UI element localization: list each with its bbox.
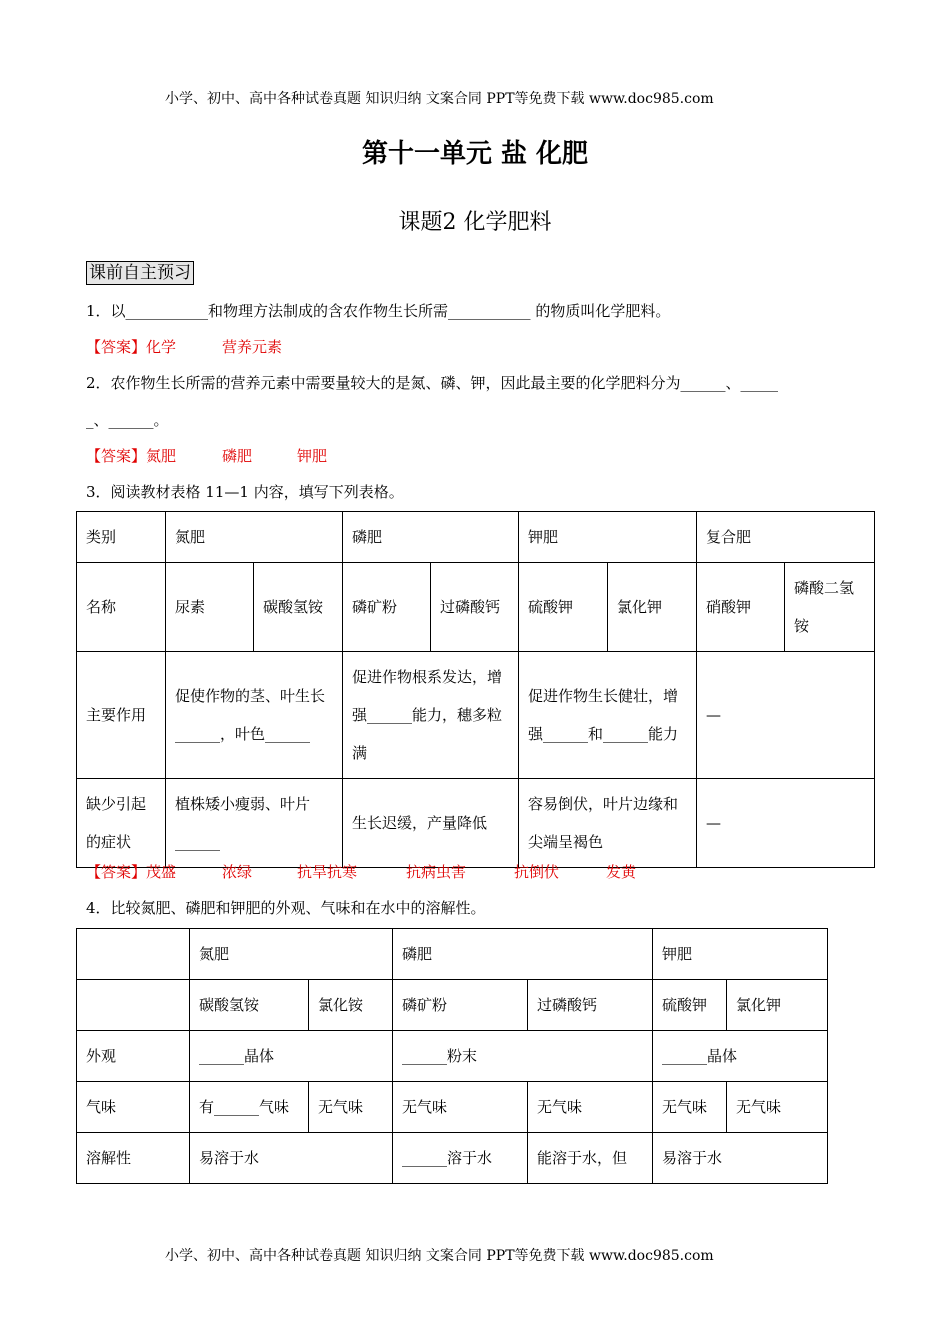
answer-item: 钾肥 <box>297 447 328 465</box>
table-cell: ______粉末 <box>393 1031 653 1082</box>
table-cell: ______晶体 <box>653 1031 828 1082</box>
table-cell: 钾肥 <box>519 512 697 563</box>
table-cell: 促进作物根系发达，增强______能力，穗多粒满 <box>343 652 519 779</box>
table-cell: ______溶于水 <box>393 1133 528 1184</box>
table-cell: 磷肥 <box>343 512 519 563</box>
table-cell: 易溶于水 <box>653 1133 828 1184</box>
table-cell: — <box>697 779 875 868</box>
table-cell: 缺少引起的症状 <box>77 779 166 868</box>
table-row <box>77 779 875 868</box>
answer-1 <box>86 336 282 357</box>
table-cell: 尿素 <box>166 563 254 652</box>
table-cell: 氮肥 <box>166 512 343 563</box>
table-cell: 无气味 <box>727 1082 828 1133</box>
table-cell: 氯化钾 <box>727 980 828 1031</box>
table-cell: 碳酸氢铵 <box>190 980 309 1031</box>
table-cell: 植株矮小瘦弱、叶片______ <box>166 779 343 868</box>
table-cell: 容易倒伏，叶片边缘和尖端呈褐色 <box>519 779 697 868</box>
table-cell: ______晶体 <box>190 1031 393 1082</box>
answer-item: 茂盛 <box>146 863 177 881</box>
table-cell: 主要作用 <box>77 652 166 779</box>
question-4: 4．比较氮肥、磷肥和钾肥的外观、气味和在水中的溶解性。 <box>86 899 486 917</box>
question-1: 1．以___________和物理方法制成的含农作物生长所需___________ 的物质叫化学肥料。 <box>86 302 671 320</box>
table-cell: 无气味 <box>653 1082 727 1133</box>
answer-item: 浓绿 <box>222 863 253 881</box>
table-cell: 碳酸氢铵 <box>254 563 343 652</box>
table-cell <box>77 980 190 1031</box>
page-header: 小学、初中、高中各种试卷真题 知识归纳 文案合同 PPT等免费下载 www.doc985.com <box>165 91 714 107</box>
question-2-line2: _、______。 <box>86 411 169 429</box>
fertilizer-table <box>76 511 875 868</box>
table-cell: — <box>697 652 875 779</box>
table-cell: 无气味 <box>309 1082 393 1133</box>
table-cell: 有______气味 <box>190 1082 309 1133</box>
table-cell: 磷酸二氢铵 <box>785 563 875 652</box>
question-2-line1: 2．农作物生长所需的营养元素中需要量较大的是氮、磷、钾，因此最主要的化学肥料分为______、_____ <box>86 374 779 392</box>
table-cell: 外观 <box>77 1031 190 1082</box>
answer-item: 化学 <box>146 338 177 356</box>
table-cell: 硝酸钾 <box>697 563 785 652</box>
table-cell: 氮肥 <box>190 929 393 980</box>
table-cell: 硫酸钾 <box>653 980 727 1031</box>
comparison-table <box>76 928 828 1184</box>
table-cell: 氯化钾 <box>608 563 697 652</box>
table-row <box>77 1031 828 1082</box>
table-cell: 氯化铵 <box>309 980 393 1031</box>
answer-item: 发黄 <box>606 863 637 881</box>
table-row <box>77 512 875 563</box>
table-cell: 钾肥 <box>653 929 828 980</box>
table-cell: 易溶于水 <box>190 1133 393 1184</box>
answer-label: 【答案】 <box>86 863 147 881</box>
answer-item: 营养元素 <box>222 338 283 356</box>
answer-item: 抗病虫害 <box>406 863 467 881</box>
table-row <box>77 1082 828 1133</box>
answer-item: 氮肥 <box>146 447 177 465</box>
table-cell: 促进作物生长健壮，增强______和______能力 <box>519 652 697 779</box>
table-cell: 能溶于水，但 <box>528 1133 653 1184</box>
table-cell: 磷矿粉 <box>393 980 528 1031</box>
table-cell: 硫酸钾 <box>519 563 608 652</box>
page-footer: 小学、初中、高中各种试卷真题 知识归纳 文案合同 PPT等免费下载 www.doc985.com <box>165 1248 714 1264</box>
table-row <box>77 652 875 779</box>
lesson-title: 课题2 化学肥料 <box>398 210 552 235</box>
table-cell <box>77 929 190 980</box>
table-cell: 过磷酸钙 <box>528 980 653 1031</box>
table-cell: 复合肥 <box>697 512 875 563</box>
answer-item: 抗倒伏 <box>514 863 560 881</box>
section-tag: 课前自主预习 <box>86 261 194 285</box>
answer-item: 磷肥 <box>222 447 253 465</box>
question-3: 3．阅读教材表格 11—1 内容，填写下列表格。 <box>86 483 404 501</box>
table-cell: 磷肥 <box>393 929 653 980</box>
table-cell: 生长迟缓，产量降低 <box>343 779 519 868</box>
unit-title: 第十一单元 盐 化肥 <box>361 139 589 169</box>
table-cell: 溶解性 <box>77 1133 190 1184</box>
answer-2 <box>86 445 327 466</box>
answer-label: 【答案】 <box>86 447 147 465</box>
table-cell: 气味 <box>77 1082 190 1133</box>
table-cell: 类别 <box>77 512 166 563</box>
table-cell: 促使作物的茎、叶生长______，叶色______ <box>166 652 343 779</box>
table-cell: 无气味 <box>393 1082 528 1133</box>
table-row <box>77 929 828 980</box>
table-row <box>77 980 828 1031</box>
table-cell: 过磷酸钙 <box>431 563 519 652</box>
table-row <box>77 1133 828 1184</box>
answer-3 <box>86 861 636 882</box>
answer-item: 抗旱抗寒 <box>297 863 358 881</box>
table-row <box>77 563 875 652</box>
table-cell: 无气味 <box>528 1082 653 1133</box>
table-cell: 名称 <box>77 563 166 652</box>
answer-label: 【答案】 <box>86 338 147 356</box>
table-cell: 磷矿粉 <box>343 563 431 652</box>
